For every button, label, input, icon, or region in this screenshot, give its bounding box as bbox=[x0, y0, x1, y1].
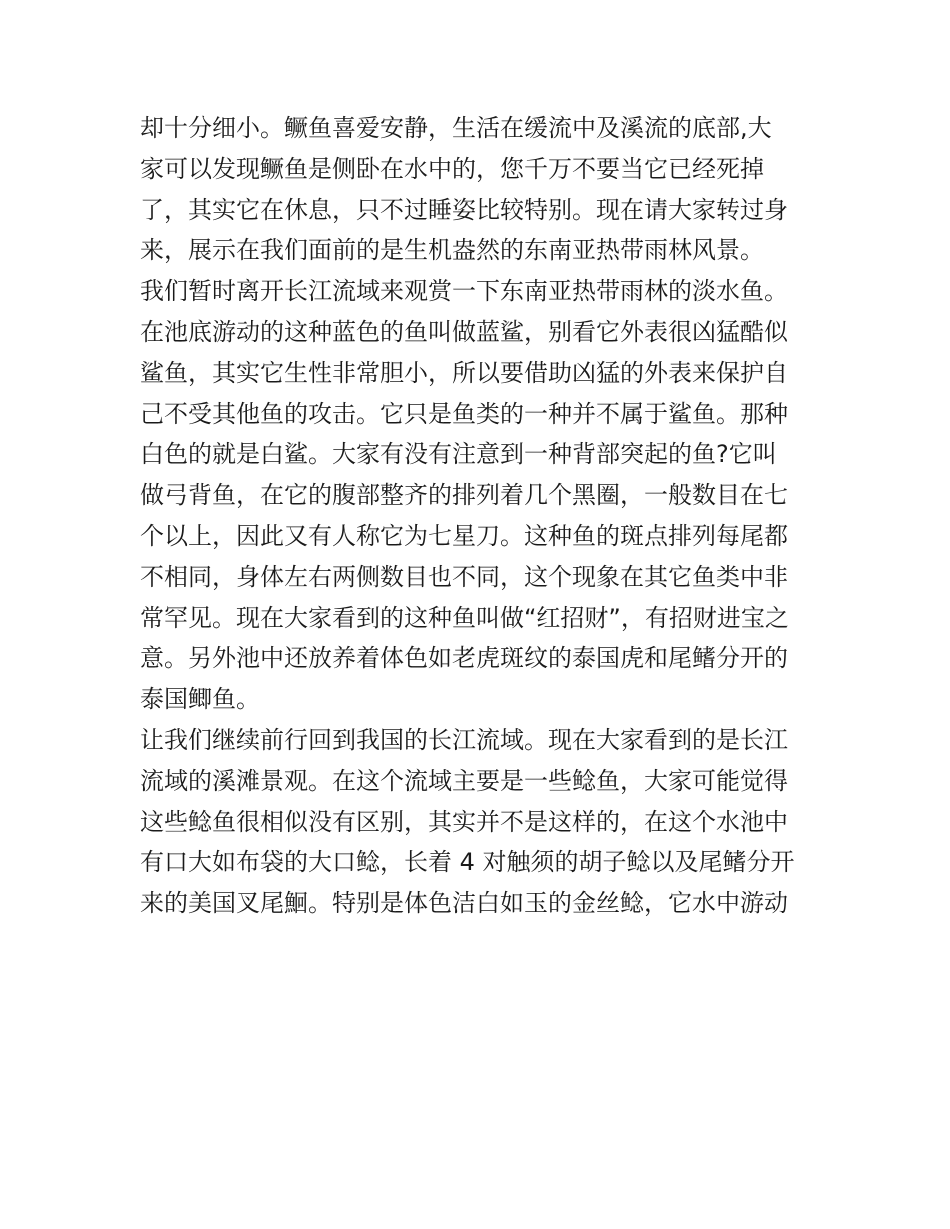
text-line: 在池底游动的这种蓝色的鱼叫做蓝鲨，别看它外表很凶猛酷似 bbox=[140, 317, 788, 346]
text-line: 我们暂时离开长江流域来观赏一下东南亚热带雨林的淡水鱼。 bbox=[140, 277, 788, 306]
text-line: 这些鲶鱼很相似没有区别，其实并不是这样的，在这个水池中 bbox=[140, 807, 788, 836]
text-line: 来，展示在我们面前的是生机盎然的东南亚热带雨林风景。 bbox=[140, 236, 764, 265]
text-line: 让我们继续前行回到我国的长江流域。现在大家看到的是长江 bbox=[140, 725, 788, 754]
text-line: 了，其实它在休息，只不过睡姿比较特别。现在请大家转过身 bbox=[140, 195, 788, 224]
text-line: 做弓背鱼，在它的腹部整齐的排列着几个黑圈，一般数目在七 bbox=[140, 481, 788, 510]
text-line: 个以上，因此又有人称它为七星刀。这种鱼的斑点排列每尾都 bbox=[140, 521, 788, 550]
text-line: 泰国鲫鱼。 bbox=[140, 685, 260, 714]
text-line: 来的美国叉尾鮰。特别是体色洁白如玉的金丝鲶，它水中游动 bbox=[140, 889, 788, 918]
text-line: 己不受其他鱼的攻击。它只是鱼类的一种并不属于鲨鱼。那种 bbox=[140, 399, 788, 428]
text-line: 鲨鱼，其实它生性非常胆小，所以要借助凶猛的外表来保护自 bbox=[140, 358, 788, 387]
text-line: 有口大如布袋的大口鲶，长着 4 对触须的胡子鲶以及尾鳍分开 bbox=[140, 848, 795, 877]
body-text bbox=[140, 108, 820, 924]
text-line: 流域的溪滩景观。在这个流域主要是一些鲶鱼，大家可能觉得 bbox=[140, 766, 788, 795]
text-line: 意。另外池中还放养着体色如老虎斑纹的泰国虎和尾鳍分开的 bbox=[140, 644, 788, 673]
text-line: 家可以发现鳜鱼是侧卧在水中的，您千万不要当它已经死掉 bbox=[140, 154, 764, 183]
text-line: 常罕见。现在大家看到的这种鱼叫做“红招财”，有招财进宝之 bbox=[140, 603, 789, 632]
text-line: 却十分细小。鳜鱼喜爱安静，生活在缓流中及溪流的底部,大 bbox=[140, 114, 772, 142]
text-line: 不相同，身体左右两侧数目也不同，这个现象在其它鱼类中非 bbox=[140, 562, 788, 591]
text-line: 白色的就是白鲨。大家有没有注意到一种背部突起的鱼?它叫 bbox=[140, 440, 777, 469]
